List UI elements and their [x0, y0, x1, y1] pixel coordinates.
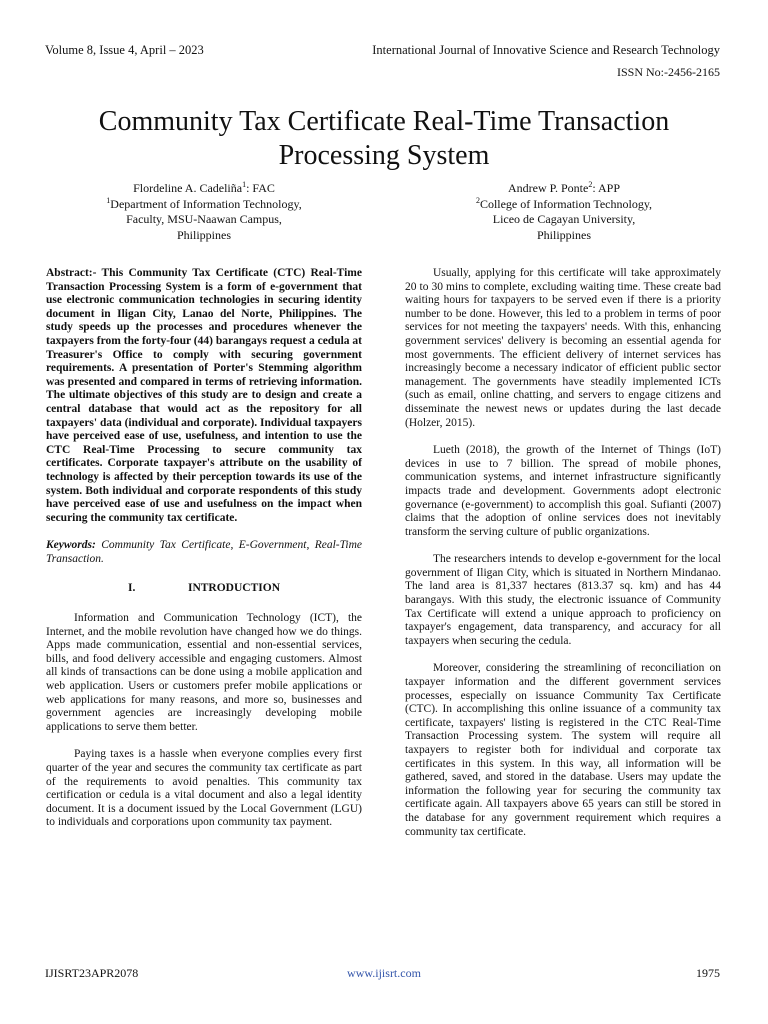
affiliation-institution: Faculty, MSU-Naawan Campus,	[126, 212, 282, 226]
page-number: 1975	[696, 966, 720, 980]
section-number: I.	[127, 582, 136, 595]
author-tag: : FAC	[246, 181, 275, 195]
affiliation-dept: Department of Information Technology,	[110, 196, 302, 211]
author-sup: 1	[242, 180, 247, 189]
affiliation-dept: College of Information Technology,	[479, 196, 653, 211]
keywords-text: Community Tax Certificate, E-Government, Real-Time Transaction.	[46, 539, 362, 565]
volume-issue: Volume 8, Issue 4, April – 2023	[45, 43, 204, 57]
author-sup: 2	[588, 180, 593, 189]
paragraph: Usually, applying for this certificate will take approximately 20 to 30 mins to complete, excluding waiting time. These create bad waiting hours for taxpayers to be served even if there is a priority number to be done. However, this led to a problem in terms of poor services for not meeting the taxpayers' needs. With this, enhancing government services' delivery is becoming an essential agenda for most governments. The efficient delivery of internet services has increasingly become a necessary indicator of efficient public sector management. The governments have steadily implemented ICTs (such as email, online chatting, and servers to engage citizens and disseminate the newest news or updates during the last decade (Holzer, 2015).	[405, 267, 721, 429]
keywords-label: Keywords:	[46, 539, 96, 552]
affiliation-country: Philippines	[176, 227, 231, 242]
affiliation-institution: Liceo de Cagayan University,	[492, 212, 636, 226]
paper-id: IJISRT23APR2078	[45, 966, 139, 980]
keywords	[46, 539, 362, 566]
paragraph: Lueth (2018), the growth of the Internet of Things (IoT) devices in use to 7 billion. The spread of mobile phones, communication systems, and internet infrastructure significantly impacts trade and development. Governments adopt electronic governance (e-government) to accomplish this goal. Sufianti (2007) claims that the adoption of online services does not inevitably transform the serving culture of public organizations.	[405, 444, 721, 538]
left-column	[46, 267, 362, 844]
paragraph: Moreover, considering the streamlining of reconciliation on taxpayer information and the different government services processes, especially on issuance Community Tax Certificate (CTC). In accomplishing this online issuance of a community tax certificate, taxpayers' listing is registered in the CTC Real-Time Transaction Processing system. The system will require all taxpayers to register both for individual and corporate tax certificates in this system. In this way, all information will be gathered, saved, and stored in the database. Users may update the information the following year for securing the community tax certificate again. All taxpayers above 65 years can still be stored in the database for any government requirement which requires a community tax certificate.	[405, 662, 721, 838]
paper-title: Community Tax Certificate Real-Time Transaction Processing System	[98, 105, 670, 171]
author-2	[434, 181, 694, 243]
affiliation-country: Philippines	[536, 227, 591, 242]
section-heading	[46, 582, 362, 596]
journal-url-link[interactable]: www.ijisrt.com	[347, 966, 421, 980]
affiliation-sup: 1	[106, 195, 111, 205]
right-column	[405, 267, 721, 853]
author-name: Flordeline A. Cadeliña	[133, 181, 243, 195]
paragraph: Paying taxes is a hassle when everyone complies every first quarter of the year and secures the community tax certificate as part of the requirements to avoid penalties. This community tax certification or cedula is a vital document and also a legal identity document. It is a document issued by the Local Government (LGU) to individuals and corporations upon community tax payment.	[46, 748, 362, 829]
author-name: Andrew P. Ponte	[507, 181, 589, 195]
author-tag: : APP	[592, 181, 621, 195]
paragraph: Information and Communication Technology (ICT), the Internet, and the mobile revolution have changed how we do things. Apps made communication, essential and non-essential services, bills, and food delivery accessible and engaging customers. Almost all kinds of transactions can be done using a mobile application and web application. Users or customers prefer mobile applications or web applications for many reasons, and more so, businesses and government agencies are increasingly developing mobile applications to serve them better.	[46, 612, 362, 733]
affiliation-sup: 2	[475, 195, 480, 205]
author-1	[74, 181, 334, 243]
journal-name: International Journal of Innovative Science and Research Technology	[372, 43, 720, 57]
paragraph: The researchers intends to develop e-government for the local government of Iligan City, which is situated in Northern Mindanao. The land area is 81,337 hectares (813.37 sq. km) and has 44 barangays. With this study, the electronic issuance of Community Tax Certificate will extend a unique approach to proficiency on taxpayer's engagement, data transparency, and accuracy for all taxpayers when securing the cedula.	[405, 553, 721, 647]
issn: ISSN No:-2456-2165	[616, 65, 720, 79]
section-title: INTRODUCTION	[187, 582, 280, 595]
abstract: Abstract:- This Community Tax Certificate (CTC) Real-Time Transaction Processing System is a form of e-government that use electronic communication technologies in securing identity document in Iligan City, Lanao del Norte, Philippines. The study speeds up the processes and procedures whenever the taxpayers from the forty-four (44) barangays request a cedula at Treasurer's Office to comply with securing government requirements. A presentation of Porter's Stemming algorithm was presented and compared in terms of retrieving information. The ultimate objectives of this study are to design and create a central database that would act as the repository for all taxpayers' data (individual and corporate). Individual taxpayers have perceived ease of use, usefulness, and intention to use the CTC Real-Time Processing to secure community tax certificates. Corporate taxpayer's attribute on the usability of technology is affected by their perception towards its use of the system. Both individual and corporate respondents of this study have perceived ease of use and usefulness on the impact when securing the community tax certificate.	[46, 267, 362, 524]
